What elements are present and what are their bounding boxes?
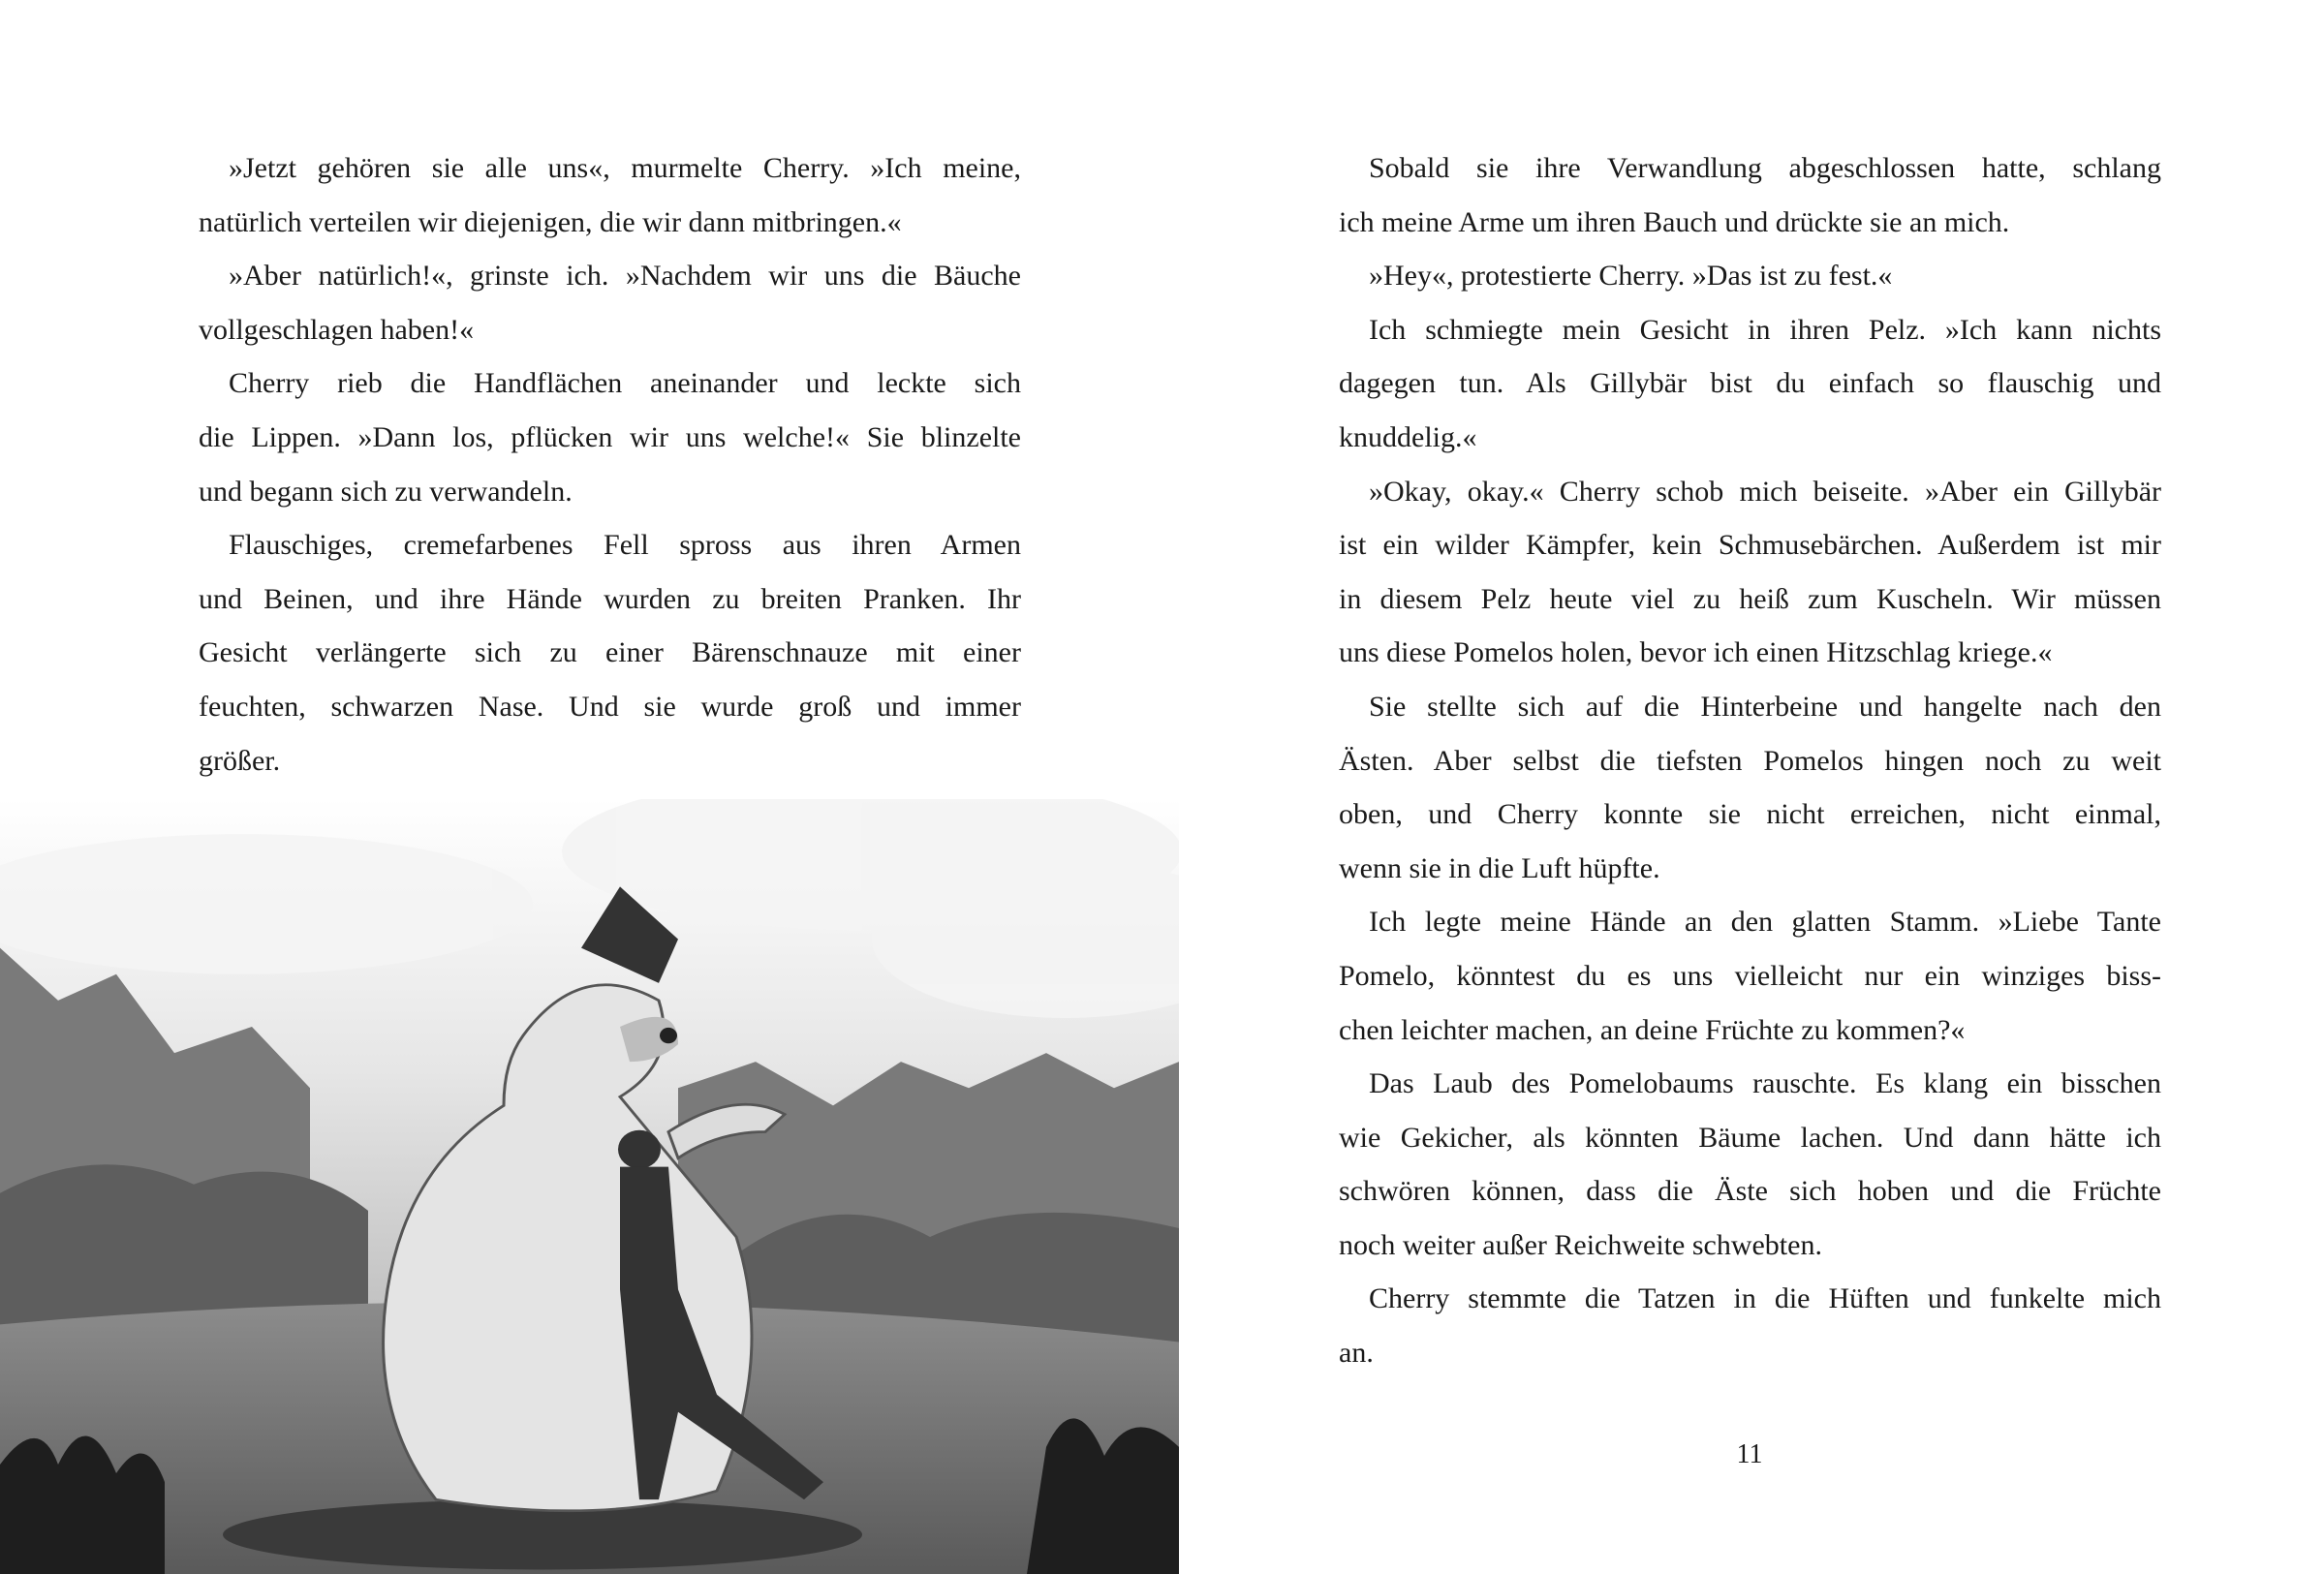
text-line: ist ein wilder Kämpfer, kein Schmusebärchen. Außerdem ist mir: [1339, 529, 2161, 562]
text-line: größer.: [199, 744, 281, 777]
text-line: Pomelo, könntest du es uns vielleicht nur ein winziges biss-: [1339, 959, 2161, 992]
text-line: chen leichter machen, an deine Früchte zu kommen?«: [1339, 1013, 1966, 1046]
text-line: uns diese Pomelos holen, bevor ich einen Hitzschlag kriege.«: [1339, 636, 2053, 669]
bear-illustration: [0, 799, 1179, 1574]
left-text-column: [199, 141, 1021, 787]
text-line: natürlich verteilen wir diejenigen, die wir dann mitbringen.«: [199, 205, 902, 238]
text-line: knuddelig.«: [1339, 420, 1477, 453]
text-line: Sie stellte sich auf die Hinterbeine und hangelte nach den: [1369, 690, 2161, 723]
text-line: Flauschiges, cremefarbenes Fell spross aus ihren Armen: [229, 529, 1021, 562]
text-line: in diesem Pelz heute viel zu heiß zum Kuscheln. Wir müssen: [1339, 582, 2161, 615]
text-line: und Beinen, und ihre Hände wurden zu breiten Pranken. Ihr: [199, 582, 1021, 615]
text-line: Ästen. Aber selbst die tiefsten Pomelos hingen noch zu weit: [1339, 744, 2161, 777]
text-line: die Lippen. »Dann los, pflücken wir uns welche!« Sie blinzelte: [199, 420, 1021, 453]
text-line: wie Gekicher, als könnten Bäume lachen. Und dann hätte ich: [1339, 1121, 2161, 1154]
text-line: dagegen tun. Als Gillybär bist du einfach so flauschig und: [1339, 367, 2161, 400]
text-line: »Hey«, protestierte Cherry. »Das ist zu fest.«: [1369, 260, 1893, 293]
text-line: Ich legte meine Hände an den glatten Stamm. »Liebe Tante: [1369, 906, 2161, 939]
right-page: [1179, 0, 2324, 1574]
right-text-column: [1339, 141, 2161, 1380]
text-line: Gesicht verlängerte sich zu einer Bärenschnauze mit einer: [199, 636, 1021, 669]
text-line: ich meine Arme um ihren Bauch und drückte sie an mich.: [1339, 205, 2010, 238]
text-line: schwören können, dass die Äste sich hoben und die Früchte: [1339, 1175, 2161, 1208]
page-number: 11: [1736, 1439, 1763, 1469]
text-line: Cherry stemmte die Tatzen in die Hüften und funkelte mich: [1369, 1282, 2161, 1315]
text-line: an.: [1339, 1337, 1374, 1370]
text-line: Das Laub des Pomelobaums rauschte. Es klang ein bisschen: [1369, 1067, 2161, 1100]
text-line: vollgeschlagen haben!«: [199, 313, 475, 346]
text-line: »Aber natürlich!«, grinste ich. »Nachdem wir uns die Bäuche: [229, 260, 1021, 293]
text-line: »Jetzt gehören sie alle uns«, murmelte Cherry. »Ich meine,: [229, 152, 1021, 184]
text-line: Cherry rieb die Handflächen aneinander und leckte sich: [229, 367, 1021, 400]
text-line: oben, und Cherry konnte sie nicht erreichen, nicht einmal,: [1339, 798, 2161, 831]
text-line: Sobald sie ihre Verwandlung abgeschlossen hatte, schlang: [1369, 152, 2161, 184]
text-line: noch weiter außer Reichweite schwebten.: [1339, 1228, 1822, 1261]
text-line: »Okay, okay.« Cherry schob mich beiseite. »Aber ein Gillybär: [1369, 475, 2161, 508]
text-line: wenn sie in die Luft hüpfte.: [1339, 851, 1660, 884]
text-line: und begann sich zu verwandeln.: [199, 475, 573, 508]
text-line: feuchten, schwarzen Nase. Und sie wurde groß und immer: [199, 690, 1021, 723]
text-line: Ich schmiegte mein Gesicht in ihren Pelz. »Ich kann nichts: [1369, 313, 2161, 346]
